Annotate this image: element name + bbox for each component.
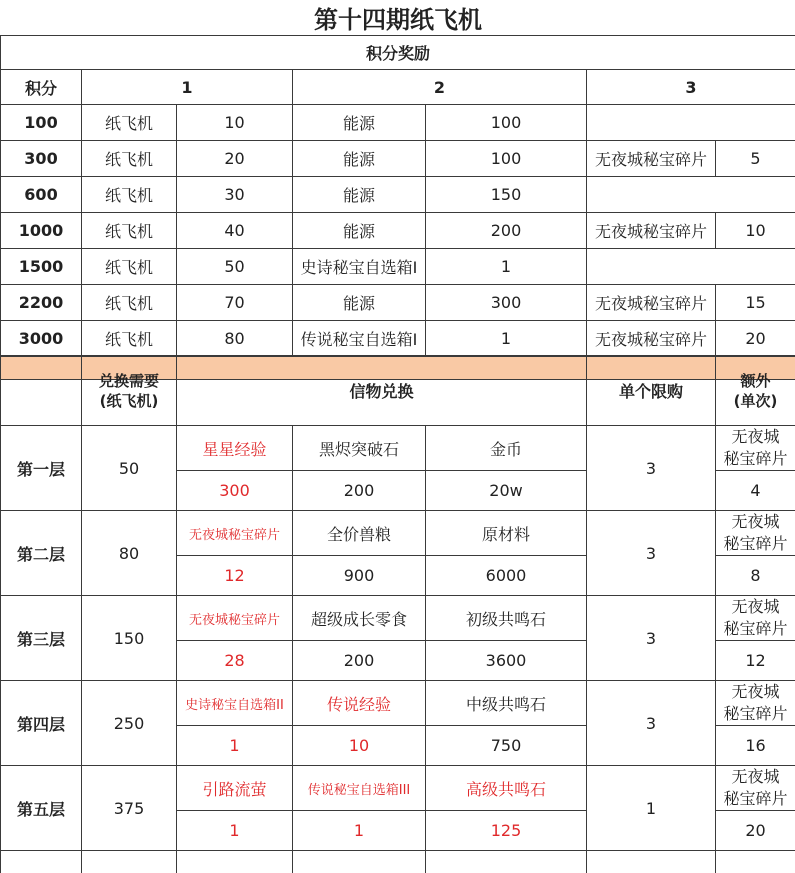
reward-1-item: 纸飞机 [82,321,177,357]
tier-cost: 250 [82,681,177,766]
exchange-item-qty: 125 [426,811,587,851]
points-row [1,105,795,141]
exchange-item-qty: 28 [177,641,293,681]
reward-1-qty: 20 [177,141,293,177]
exchange-item-qty: 300 [177,471,293,511]
points-row [1,177,795,213]
exchange-item-name: 史诗秘宝自选箱II [177,681,293,726]
extra-reward-name: 无夜城 秘宝碎片 [716,511,795,556]
reward-1-qty: 40 [177,213,293,249]
reward-group-3-header: 3 [587,70,795,105]
extra-reward-qty: 16 [716,726,795,766]
reward-3-qty: 20 [716,321,795,357]
exchange-item-name: 超级成长零食 [293,596,426,641]
extra-column-header: 额外 (单次) [716,356,795,426]
reward-2-qty: 1 [426,249,587,285]
exchange-item-name: 无夜城秘宝碎片 [177,596,293,641]
exchange-column-header: 信物兑换 [177,356,587,426]
extra-reward-qty: 4 [716,471,795,511]
reward-3-empty [587,177,795,213]
points-value: 3000 [1,321,82,357]
reward-3-item: 无夜城秘宝碎片 [587,141,716,177]
reward-1-item: 纸飞机 [82,105,177,141]
reward-2-item: 传说秘宝自选箱I [293,321,426,357]
tier-name: 第一层 [1,426,82,511]
extra-reward-qty: 20 [716,811,795,851]
exchange-item-qty: 12 [177,556,293,596]
reward-1-qty: 80 [177,321,293,357]
extra-reward-qty: 12 [716,641,795,681]
tier-cost: 50 [82,426,177,511]
exchange-item-name: 中级共鸣石 [426,681,587,726]
points-row [1,321,795,357]
tier-limit: 3 [587,596,716,681]
reward-2-qty: 200 [426,213,587,249]
exchange-item-qty: 900 [293,556,426,596]
extra-reward-name: 无夜城 秘宝碎片 [716,681,795,726]
points-row [1,249,795,285]
tier-item-row [1,766,795,811]
points-row [1,285,795,321]
page-title: 第十四期纸飞机 [1,0,795,36]
reward-2-item: 能源 [293,177,426,213]
exchange-item-name: 黑烬突破石 [293,426,426,471]
tier-limit: 3 [587,681,716,766]
exchange-item-qty: 750 [426,726,587,766]
reward-2-qty: 300 [426,285,587,321]
tier-limit: 3 [587,511,716,596]
exchange-item-name: 传说秘宝自选箱III [293,766,426,811]
reward-3-empty [587,105,795,141]
points-value: 100 [1,105,82,141]
exchange-item-qty: 200 [293,641,426,681]
exchange-item-name: 金币 [426,426,587,471]
reward-3-item: 无夜城秘宝碎片 [587,285,716,321]
trailing-empty-row [1,851,795,873]
tier-cost: 375 [82,766,177,851]
reward-3-empty [587,249,795,285]
tier-item-row [1,426,795,471]
exchange-item-name: 高级共鸣石 [426,766,587,811]
extra-reward-name: 无夜城 秘宝碎片 [716,766,795,811]
reward-3-item: 无夜城秘宝碎片 [587,213,716,249]
limit-column-header: 单个限购 [587,356,716,426]
reward-3-qty: 5 [716,141,795,177]
reward-2-qty: 100 [426,141,587,177]
tier-rows [1,426,795,851]
reward-1-item: 纸飞机 [82,177,177,213]
exchange-item-name: 全价兽粮 [293,511,426,556]
points-value: 300 [1,141,82,177]
reward-2-qty: 100 [426,105,587,141]
points-column-header: 积分 [1,70,82,105]
tier-item-row [1,511,795,556]
reward-2-item: 能源 [293,285,426,321]
exchange-item-qty: 1 [177,726,293,766]
exchange-table [0,355,795,873]
exchange-item-qty: 3600 [426,641,587,681]
reward-1-qty: 10 [177,105,293,141]
exchange-item-name: 传说经验 [293,681,426,726]
exchange-item-qty: 200 [293,471,426,511]
reward-3-item: 无夜城秘宝碎片 [587,321,716,357]
points-value: 2200 [1,285,82,321]
extra-reward-name: 无夜城 秘宝碎片 [716,426,795,471]
points-value: 600 [1,177,82,213]
reward-3-qty: 10 [716,213,795,249]
points-value: 1500 [1,249,82,285]
points-row [1,141,795,177]
reward-2-item: 能源 [293,213,426,249]
tier-limit: 1 [587,766,716,851]
exchange-item-name: 无夜城秘宝碎片 [177,511,293,556]
tier-column-header [1,356,82,426]
points-reward-table [0,0,795,380]
reward-2-item: 能源 [293,141,426,177]
tier-cost: 80 [82,511,177,596]
exchange-item-name: 星星经验 [177,426,293,471]
reward-1-item: 纸飞机 [82,141,177,177]
exchange-item-qty: 1 [177,811,293,851]
exchange-item-name: 引路流萤 [177,766,293,811]
tier-item-row [1,681,795,726]
exchange-item-qty: 1 [293,811,426,851]
reward-group-2-header: 2 [293,70,587,105]
tier-cost: 150 [82,596,177,681]
reward-2-qty: 150 [426,177,587,213]
tier-name: 第三层 [1,596,82,681]
exchange-item-qty: 20w [426,471,587,511]
exchange-item-name: 原材料 [426,511,587,556]
points-row [1,213,795,249]
tier-name: 第二层 [1,511,82,596]
tier-name: 第四层 [1,681,82,766]
tier-limit: 3 [587,426,716,511]
extra-reward-name: 无夜城 秘宝碎片 [716,596,795,641]
reward-2-item: 能源 [293,105,426,141]
reward-1-qty: 50 [177,249,293,285]
tier-name: 第五层 [1,766,82,851]
cost-column-header: 兑换需要 (纸飞机) [82,356,177,426]
extra-reward-qty: 8 [716,556,795,596]
reward-1-item: 纸飞机 [82,249,177,285]
reward-1-item: 纸飞机 [82,213,177,249]
tier-item-row [1,596,795,641]
reward-1-item: 纸飞机 [82,285,177,321]
exchange-item-name: 初级共鸣石 [426,596,587,641]
points-rows [1,105,795,357]
points-section-header: 积分奖励 [1,36,795,70]
reward-1-qty: 70 [177,285,293,321]
reward-1-qty: 30 [177,177,293,213]
reward-2-item: 史诗秘宝自选箱I [293,249,426,285]
reward-2-qty: 1 [426,321,587,357]
reward-group-1-header: 1 [82,70,293,105]
exchange-item-qty: 6000 [426,556,587,596]
exchange-item-qty: 10 [293,726,426,766]
reward-3-qty: 15 [716,285,795,321]
points-value: 1000 [1,213,82,249]
